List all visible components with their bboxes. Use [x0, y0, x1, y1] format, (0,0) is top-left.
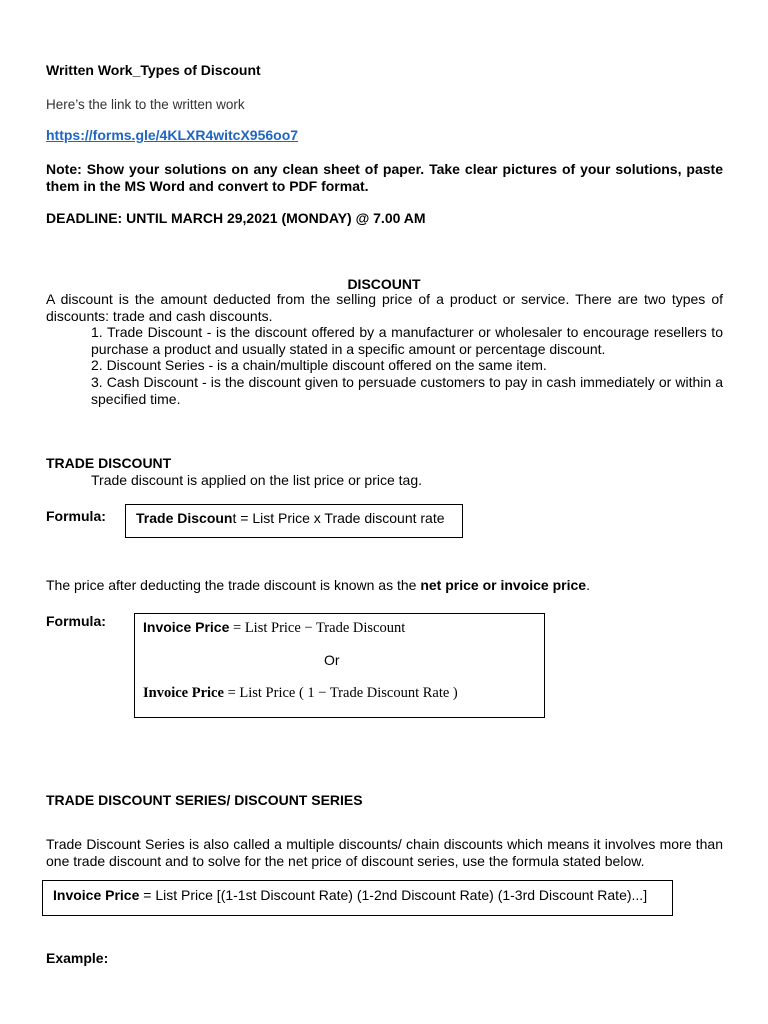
discount-type-cash: 3. Cash Discount - is the discount given to persuade customers to pay in cash immediately or within a specified time.	[91, 374, 723, 407]
intro-text: Here’s the link to the written work	[46, 97, 245, 112]
invoice-price-term: Invoice Price	[143, 619, 230, 635]
net-price-term: net price or invoice price	[420, 577, 587, 593]
series-description: Trade Discount Series is also called a multiple discounts/ chain discounts which means it involves more than one trade discount and to solve for the net price of discount series, use the formula stated below.	[46, 836, 723, 869]
invoice-price-formula-box	[134, 613, 545, 718]
trade-discount-heading: TRADE DISCOUNT	[46, 455, 172, 471]
example-label: Example:	[46, 950, 109, 966]
invoice-price-term-2: Invoice Price	[143, 685, 224, 701]
series-formula-term: Invoice Price	[53, 887, 140, 903]
discount-definition: A discount is the amount deducted from the selling price of a product or service. There are two types of discounts: trade and cash discounts.	[46, 291, 723, 324]
invoice-formula-expression: = List Price − Trade Discount	[229, 620, 406, 636]
trade-discount-formula-box	[125, 504, 463, 538]
formula-term-end: t	[232, 510, 237, 526]
formula-term: Trade Discoun	[136, 510, 233, 526]
form-link[interactable]: https://forms.gle/4KLXR4witcX956oo7	[46, 127, 299, 143]
formula2-label: Formula:	[46, 613, 106, 629]
net-price-prefix: The price after deducting the trade discount is known as the	[46, 577, 421, 593]
document-title: Written Work_Types of Discount	[46, 62, 261, 78]
trade-discount-formula	[136, 510, 445, 527]
series-formula-box	[42, 880, 673, 916]
invoice-formula-expression-2: = List Price ( 1 − Trade Discount Rate )	[223, 685, 458, 701]
note-text: Note: Show your solutions on any clean sheet of paper. Take clear pictures of your solutions, paste them in the MS Word and convert to PDF format.	[46, 161, 723, 194]
series-heading: TRADE DISCOUNT SERIES/ DISCOUNT SERIES	[46, 792, 363, 808]
discount-type-trade: 1. Trade Discount - is the discount offered by a manufacturer or wholesaler to encourage resellers to purchase a product and usually stated in a specific amount or percentage discount.	[91, 324, 723, 357]
discount-type-series: 2. Discount Series - is a chain/multiple discount offered on the same item.	[91, 357, 547, 373]
invoice-formula-line1	[143, 619, 405, 637]
series-formula-expression: = List Price [(1-1st Discount Rate) (1-2nd Discount Rate) (1-3rd Discount Rate)...]	[139, 887, 648, 903]
formula-or: Or	[324, 652, 340, 668]
formula-label: Formula:	[46, 508, 106, 524]
net-price-suffix: .	[586, 577, 590, 593]
deadline-text: DEADLINE: UNTIL MARCH 29,2021 (MONDAY) @ 7.00 AM	[46, 210, 426, 226]
trade-discount-description: Trade discount is applied on the list price or price tag.	[91, 472, 422, 488]
discount-heading: DISCOUNT	[347, 276, 421, 292]
net-price-sentence	[46, 577, 590, 594]
formula-expression: = List Price x Trade discount rate	[236, 510, 445, 526]
series-formula	[53, 887, 647, 904]
invoice-formula-line2	[143, 685, 458, 702]
